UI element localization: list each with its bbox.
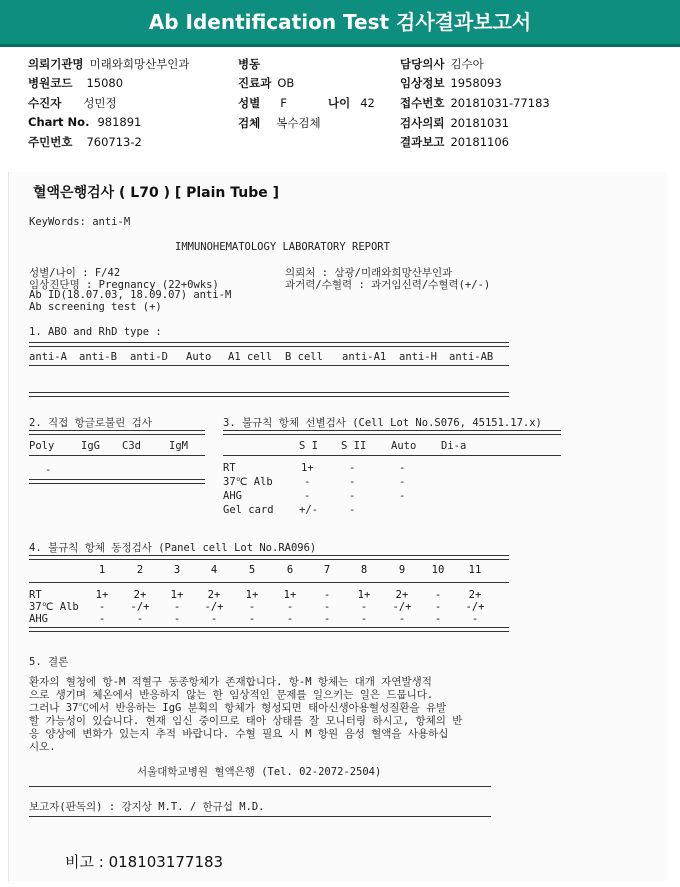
- panel-col-header: 2: [136, 564, 144, 576]
- divider: [29, 365, 509, 366]
- abo-header: anti-A: [29, 351, 67, 363]
- dat-header: IgG: [81, 440, 100, 452]
- abo-header: anti-B: [79, 351, 117, 363]
- conclusion-line: 시오.: [29, 741, 56, 753]
- screen-col: S II: [341, 440, 367, 452]
- panel-cell: -: [136, 613, 144, 625]
- panel-cell: -/+: [130, 601, 150, 613]
- dat-header: Poly: [29, 440, 55, 452]
- abo-header: anti-AB: [449, 351, 494, 363]
- patient-line: 성별/나이 : F/42: [29, 267, 121, 279]
- panel-cell: -: [434, 601, 442, 613]
- header-field: 진료과 OB: [238, 76, 295, 90]
- panel-cell: 1+: [170, 589, 184, 601]
- header-field: Chart No. 981891: [28, 115, 142, 129]
- report-sheet: [8, 172, 667, 881]
- panel-cell: 1+: [245, 589, 259, 601]
- panel-col-header: 7: [323, 564, 331, 576]
- screen-cell: -: [304, 490, 311, 502]
- panel-col-header: 5: [248, 564, 256, 576]
- divider: [29, 816, 491, 817]
- panel-cell: 1+: [95, 589, 109, 601]
- screen-row-label: AHG: [223, 490, 242, 502]
- screen-cell: +/-: [299, 504, 318, 516]
- panel-cell: -/+: [392, 601, 412, 613]
- header-field: 수진자 성민정: [28, 96, 117, 110]
- abo-header: A1 cell: [228, 351, 273, 363]
- panel-cell: -: [173, 613, 181, 625]
- screen-cell: -: [304, 476, 311, 488]
- panel-row-label: RT: [29, 589, 42, 601]
- section5-title: 5. 결론: [29, 656, 69, 668]
- panel-cell: 2+: [468, 589, 482, 601]
- header-field: 병원코드 15080: [28, 76, 124, 90]
- panel-cell: 1+: [357, 589, 371, 601]
- panel-col-header: 6: [286, 564, 294, 576]
- header-field: 검사의뢰 20181031: [400, 116, 509, 130]
- panel-col-header: 3: [173, 564, 181, 576]
- header-field: 임상정보 1958093: [400, 76, 502, 90]
- panel-cell: -: [434, 589, 442, 601]
- referral-line: 과거력/수혈력 : 과거임신력/수혈력(+/-): [285, 279, 491, 291]
- panel-cell: -/+: [204, 601, 224, 613]
- panel-row-label: AHG: [29, 613, 48, 625]
- screen-cell: -: [349, 490, 356, 502]
- panel-cell: -: [286, 601, 294, 613]
- dat-header: IgM: [169, 440, 188, 452]
- lab-title: IMMUNOHEMATOLOGY LABORATORY REPORT: [175, 241, 390, 253]
- panel-cell: -: [173, 601, 181, 613]
- section3-title: 3. 불규칙 항체 선별검사 (Cell Lot No.S076, 45151.17.x): [223, 417, 542, 429]
- report-title: Ab Identification Test 검사결과보고서: [0, 0, 680, 47]
- screen-row-label: RT: [223, 462, 236, 474]
- panel-col-header: 8: [360, 564, 368, 576]
- divider: [29, 479, 205, 484]
- divider: [29, 582, 509, 583]
- patient-line: Ab ID(18.07.03, 18.09.07) anti-M: [29, 289, 232, 301]
- screen-cell: -: [399, 490, 406, 502]
- panel-col-header: 10: [431, 564, 445, 576]
- conclusion-line: 으로 생기며 체온에서 반응하지 않는 한 임상적인 문제를 일으키는 일은 드뭅니다.: [29, 689, 434, 701]
- divider: [29, 342, 509, 347]
- divider: [29, 430, 205, 435]
- screen-cell: -: [349, 462, 356, 474]
- panel-cell: -: [98, 601, 106, 613]
- screen-col: Auto: [391, 440, 417, 452]
- abo-header: Auto: [186, 351, 212, 363]
- conclusion-line: 할 가능성이 있습니다. 현재 임신 중이므로 태아 상태를 잘 모니터링 하시고, 항체의 반: [29, 715, 463, 727]
- panel-cell: -: [471, 613, 479, 625]
- abo-header: B cell: [285, 351, 323, 363]
- report-heading: 혈액은행검사 ( L70 ) [ Plain Tube ]: [33, 185, 280, 201]
- panel-cell: -: [323, 589, 331, 601]
- header-field: 담당의사 김수아: [400, 57, 484, 71]
- header-field: 검체 복수검체: [238, 116, 321, 130]
- divider: [223, 455, 561, 456]
- dat-value: -: [45, 464, 52, 476]
- screen-row-label: 37℃ Alb: [223, 476, 273, 488]
- panel-cell: 1+: [283, 589, 297, 601]
- header-field: 성별 F: [238, 96, 287, 110]
- screen-cell: -: [349, 504, 356, 516]
- panel-cell: 2+: [207, 589, 221, 601]
- panel-cell: 2+: [395, 589, 409, 601]
- keywords: KeyWords: anti-M: [29, 216, 131, 228]
- divider: [223, 430, 561, 435]
- panel-cell: -/+: [465, 601, 485, 613]
- panel-cell: -: [286, 613, 294, 625]
- header-field: 접수번호 20181031-77183: [400, 96, 550, 110]
- header-field: 나이 42: [328, 96, 375, 110]
- panel-col-header: 11: [468, 564, 482, 576]
- panel-col-header: 9: [398, 564, 406, 576]
- divider: [29, 786, 491, 787]
- header-field: 병동: [238, 57, 261, 71]
- abo-header: anti-D: [130, 351, 168, 363]
- abo-header: anti-H: [399, 351, 437, 363]
- conclusion-line: 환자의 혈청에 항-M 적혈구 동종항체가 존재합니다. 항-M 항체는 대개 자연발생적: [29, 676, 432, 688]
- dat-header: C3d: [122, 440, 141, 452]
- conclusion-line: 응 양상에 변화가 있는지 추적 바랍니다. 수혈 필요 시 M 항원 음성 혈액을 사용하십: [29, 728, 449, 740]
- panel-cell: -: [398, 613, 406, 625]
- screen-row-label: Gel card: [223, 504, 274, 516]
- panel-cell: -: [248, 613, 256, 625]
- panel-cell: -: [98, 613, 106, 625]
- screen-col: Di-a: [441, 440, 467, 452]
- abo-header: anti-A1: [342, 351, 387, 363]
- panel-row-label: 37℃ Alb: [29, 601, 79, 613]
- panel-cell: -: [323, 613, 331, 625]
- note: 비고 : 018103177183: [65, 853, 224, 871]
- panel-cell: -: [360, 613, 368, 625]
- panel-cell: -: [210, 613, 218, 625]
- panel-cell: 2+: [133, 589, 147, 601]
- header-field: 주민번호 760713-2: [28, 135, 142, 149]
- screen-cell: -: [399, 462, 406, 474]
- panel-cell: -: [434, 613, 442, 625]
- screen-cell: 1+: [301, 462, 314, 474]
- patient-line: Ab screening test (+): [29, 301, 162, 313]
- panel-cell: -: [323, 601, 331, 613]
- referral-line: 의뢰처 : 삼광/미래와희망산부인과: [285, 267, 453, 279]
- screen-cell: -: [349, 476, 356, 488]
- divider: [29, 392, 509, 397]
- divider: [29, 555, 509, 560]
- panel-col-header: 1: [98, 564, 106, 576]
- panel-cell: -: [360, 601, 368, 613]
- section1-title: 1. ABO and RhD type :: [29, 326, 162, 338]
- screen-col: S I: [299, 440, 318, 452]
- header-field: 의뢰기관명 미래와희망산부인과: [28, 57, 190, 71]
- lab-signature: 서울대학교병원 혈액은행 (Tel. 02-2072-2504): [137, 766, 382, 778]
- panel-col-header: 4: [210, 564, 218, 576]
- screen-cell: -: [399, 476, 406, 488]
- patient-line: 임상진단명 : Pregnancy (22+0wks): [29, 279, 219, 291]
- panel-cell: -: [248, 601, 256, 613]
- divider: [29, 455, 205, 456]
- reporter: 보고자(판독의) : 강지상 M.T. / 한규섭 M.D.: [29, 801, 265, 813]
- divider: [29, 627, 509, 632]
- section4-title: 4. 불규칙 항체 동정검사 (Panel cell Lot No.RA096): [29, 542, 317, 554]
- header-field: 결과보고 20181106: [400, 135, 509, 149]
- conclusion-line: 그러나 37℃에서 반응하는 IgG 분획의 항체가 형성되면 태아신생아용혈성질환을 유발: [29, 702, 447, 714]
- section2-title: 2. 직접 항글로불린 검사: [29, 417, 152, 429]
